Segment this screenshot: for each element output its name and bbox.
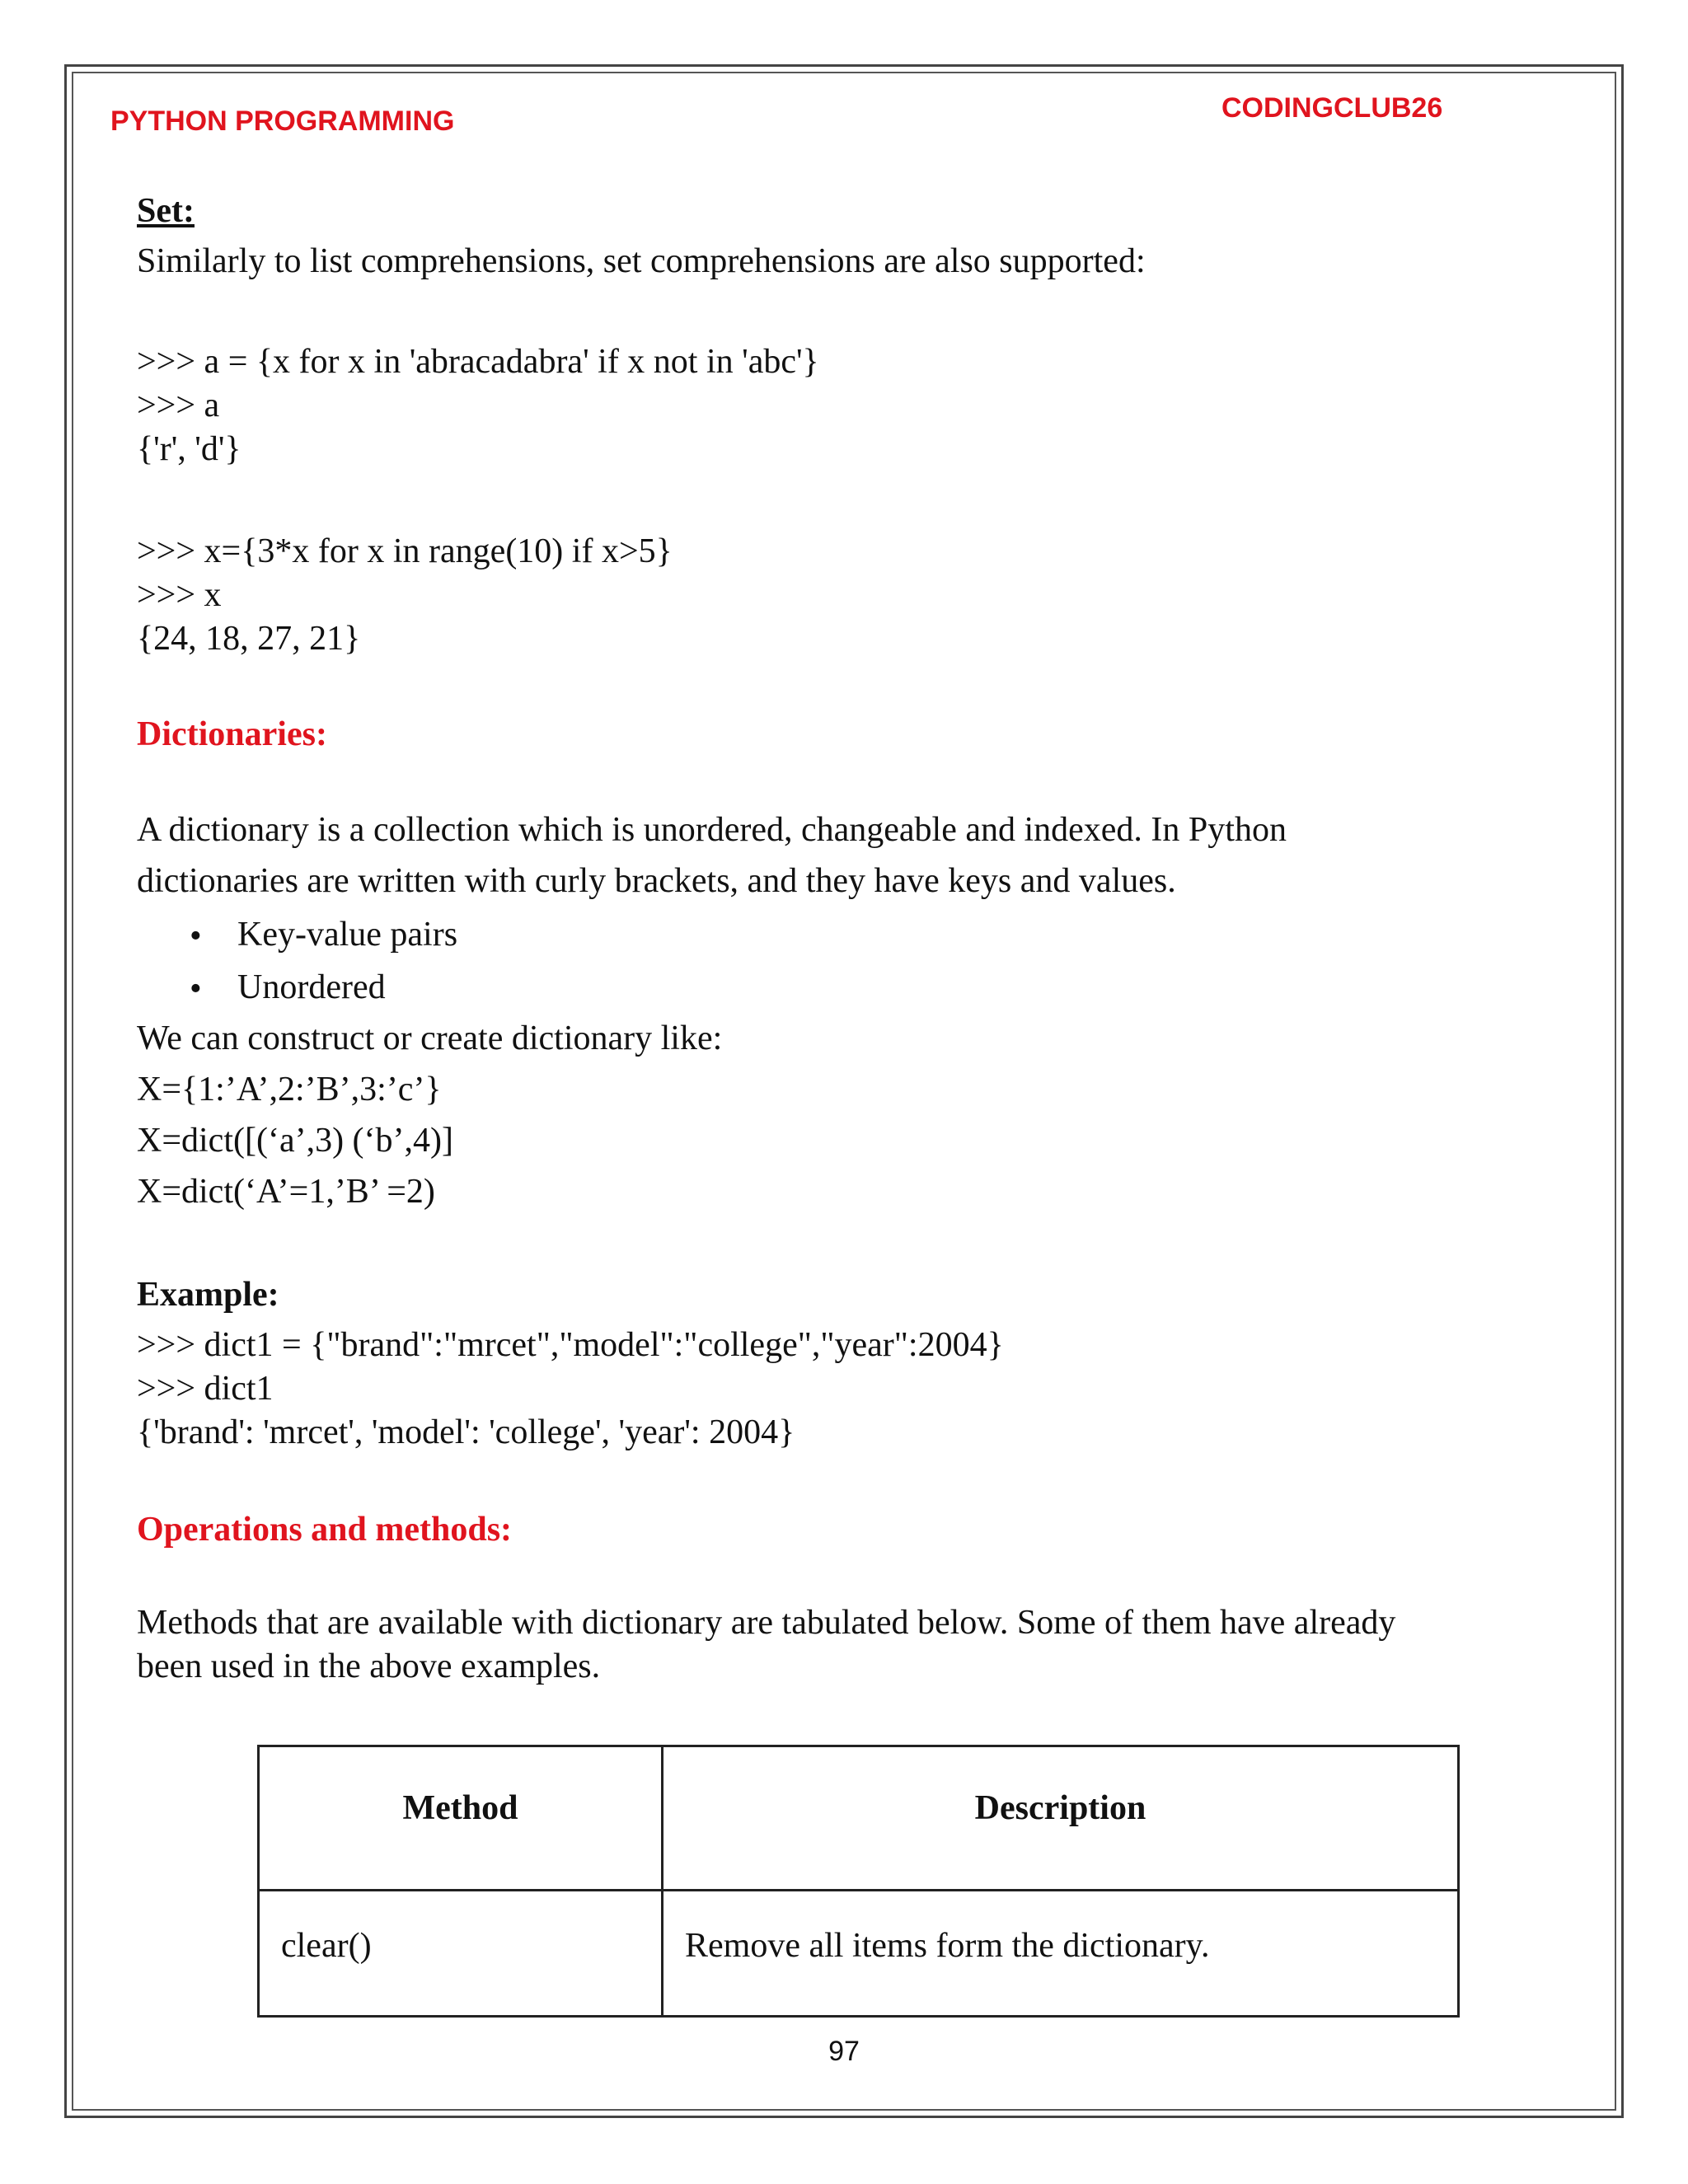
ops-heading: Operations and methods: [137,1511,513,1549]
set-code1-line2: >>> a [137,387,220,424]
bullet-dot: • [190,970,202,1008]
dict-heading: Dictionaries: [137,715,327,753]
construct-line-1: X={1:’A’,2:’B’,3:’c’} [137,1071,442,1108]
cell-description: Remove all items form the dictionary. [663,1891,1459,2017]
bullet-dot: • [190,917,202,955]
table-header-row [259,1746,1459,1891]
dict-para-line1: A dictionary is a collection which is unordered, changeable and indexed. In Python [137,811,1287,849]
page-number: 97 [828,2036,860,2067]
set-code1-line3: {'r', 'd'} [137,430,241,468]
methods-table [257,1745,1460,2018]
ops-para-line1: Methods that are available with dictionary are tabulated below. Some of them have already [137,1604,1396,1642]
ops-para-line2: been used in the above examples. [137,1647,601,1685]
construct-intro: We can construct or create dictionary like: [137,1019,723,1057]
header-right-title: CODINGCLUB26 [1221,92,1443,124]
header-method: Method [259,1746,663,1891]
set-code2-line3: {24, 18, 27, 21} [137,620,361,658]
header-left-title: PYTHON PROGRAMMING [110,105,455,137]
set-code1-line1: >>> a = {x for x in 'abracadabra' if x not in 'abc'} [137,343,819,381]
construct-line-2: X=dict([(‘a’,3) (‘b’,4)] [137,1122,453,1160]
set-intro: Similarly to list comprehensions, set comprehensions are also supported: [137,242,1146,280]
cell-method: clear() [259,1891,663,2017]
construct-line-3: X=dict(‘A’=1,’B’ =2) [137,1173,435,1211]
example-code-line1: >>> dict1 = {"brand":"mrcet","model":"college","year":2004} [137,1326,1004,1364]
dict-para-line2: dictionaries are written with curly brackets, and they have keys and values. [137,862,1176,900]
set-code2-line1: >>> x={3*x for x in range(10) if x>5} [137,532,673,570]
table-row [259,1891,1459,2017]
header-description: Description [663,1746,1459,1891]
bullet-item: Unordered [237,968,386,1006]
set-code2-line2: >>> x [137,576,222,614]
example-code-line3: {'brand': 'mrcet', 'model': 'college', 'year': 2004} [137,1413,795,1451]
set-heading: Set: [137,192,195,230]
example-code-line2: >>> dict1 [137,1370,274,1408]
example-heading: Example: [137,1276,279,1314]
bullet-item: Key-value pairs [237,916,458,954]
